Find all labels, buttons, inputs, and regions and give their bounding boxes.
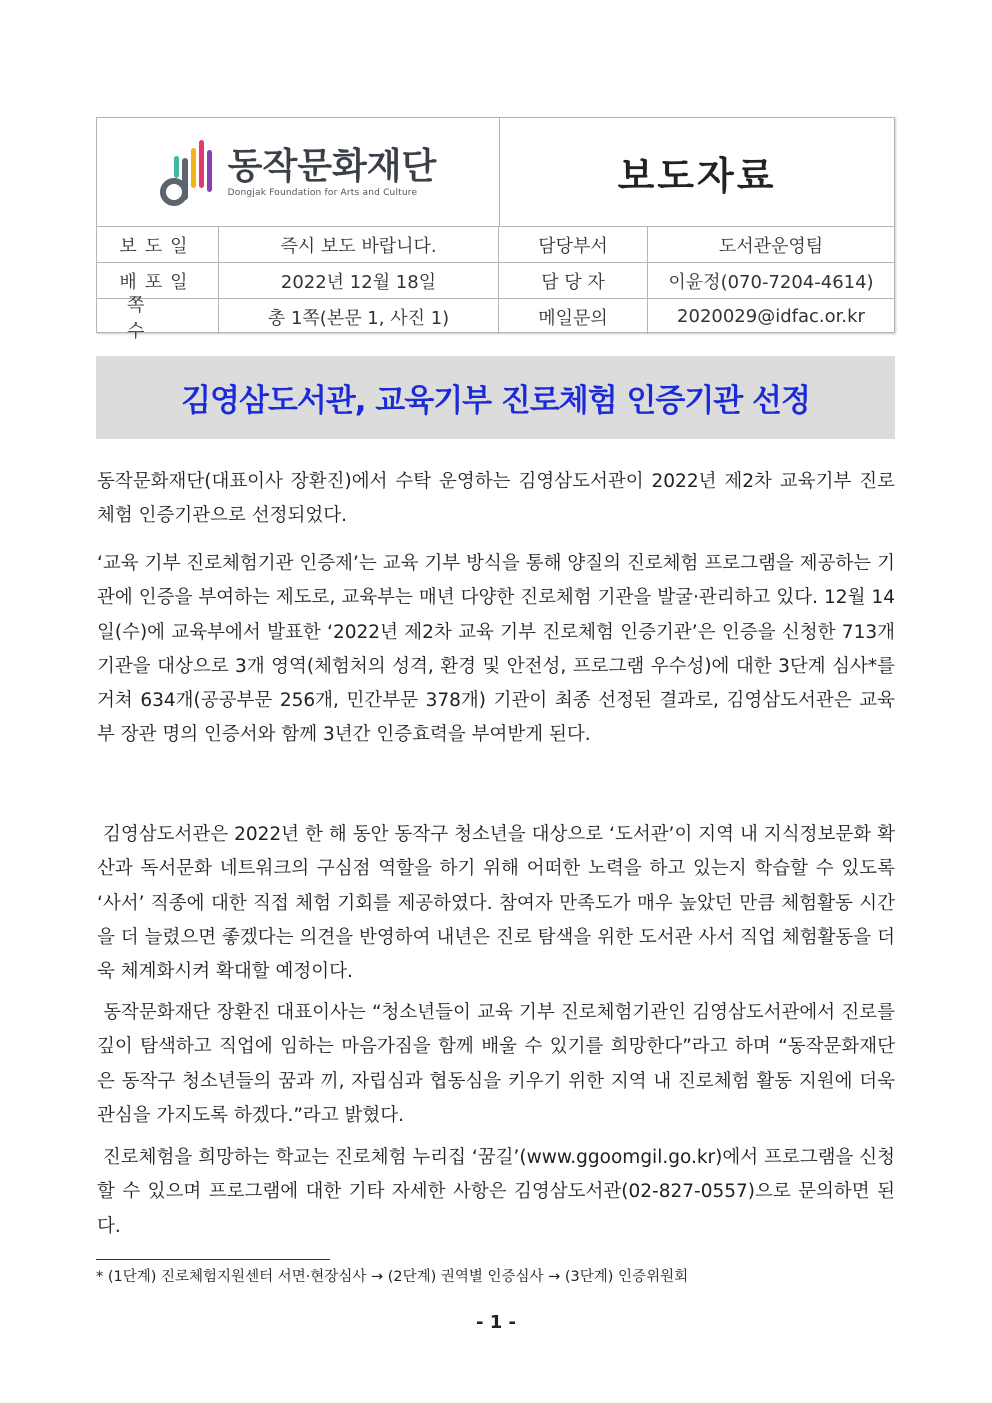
paragraph-text: 동작문화재단 장환진 대표이사는 “청소년들이 교육 기부 진로체험기관인 김영삼도서관에서 진로를 깊이 탐색하고 직업에 임하는 마음가짐을 함께 배울 수 있기를 희망한다”라고 하며 “동작문화재단은 동작구 청소년들의 꿈과 끼, 자립심과 협동심을 키우기 위한 지역 내 진로체험 활동 지원에 더욱 관심을 가지도록 하겠다.”라고 밝혔다. — [97, 1002, 901, 1126]
email-value[interactable]: 2020029@idfac.or.kr — [677, 306, 865, 327]
department-label: 담당부서 — [499, 227, 648, 262]
footnote: * (1단계) 진로체험지원센터 서면·현장심사 → (2단계) 권역별 인증심사 → (3단계) 인증위원회 — [96, 1269, 689, 1285]
email-label: 메일문의 — [499, 299, 648, 334]
info-row-pages — [97, 294, 894, 342]
pages-value: 총 1쪽(본문 1, 사진 1) — [219, 299, 499, 334]
release-date-label: 보도일 — [97, 227, 219, 262]
release-date-value: 즉시 보도 바랍니다. — [219, 227, 499, 262]
distribution-date-value: 2022년 12월 18일 — [219, 263, 499, 298]
logo-english-name: Dongjak Foundation for Arts and Culture — [227, 187, 418, 198]
foundation-logo — [160, 136, 437, 208]
body-paragraph-4 — [97, 996, 901, 1133]
info-row-release-date — [97, 227, 894, 263]
pages-label: 쪽 수 — [97, 299, 219, 334]
doc-type-title: 보도자료 — [617, 153, 777, 198]
foundation-logo-icon — [160, 136, 218, 208]
headline: 김영삼도서관, 교육기부 진로체험 인증기관 선정 — [181, 383, 810, 419]
paragraph-text: 동작문화재단(대표이사 장환진)에서 수탁 운영하는 김영삼도서관이 2022년 제2차 교육기부 진로체험 인증기관으로 선정되었다. — [97, 471, 895, 527]
paragraph-text: 진로체험을 희망하는 학교는 진로체험 누리집 ‘꿈길’(www.ggoomgil.go.kr)에서 프로그램을 신청할 수 있으며 프로그램에 대한 기타 자세한 사항은 김영삼도서관(02-827-0557)으로 문의하면 된다. — [97, 1147, 895, 1237]
doc-type-cell — [500, 118, 894, 226]
paragraph-text: 김영삼도서관은 2022년 한 해 동안 동작구 청소년을 대상으로 ‘도서관’이 지역 내 지식정보문화 확산과 독서문화 네트워크의 구심점 역할을 하기 위해 어떠한 노력을 하고 있는지 학습할 수 있도록 ‘사서’ 직종에 대한 직접 체험 기회를 제공하였다. 참여자 만족도가 매우 높았던 만큼 체험활동 시간을 더 늘렸으면 좋겠다는 의견을 반영하여 내년은 진로 탐색을 위한 도서관 사서 직업 체험활동을 더욱 체계화시켜 확대할 예정이다. — [97, 824, 901, 983]
paragraph-text: ‘교육 기부 진로체험기관 인증제’는 교육 기부 방식을 통해 양질의 진로체험 프로그램을 제공하는 기관에 인증을 부여하는 제도로, 교육부는 매년 다양한 진로체험 기관을 발굴·관리하고 있다. 12월 14일(수)에 교육부에서 발표한 ‘2022년 제2차 교육 기부 진로체험 인증기관’은 인증을 신청한 713개 기관을 대상으로 3개 영역(체험처의 성격, 환경 및 안전성, 프로그램 우수성)에 대한 3단계 심사*를 거쳐 634개(공공부문 256개, 민간부문 378개) 기관이 최종 선정된 결과로, 김영삼도서관은 교육부 장관 명의 인증서와 함께 3년간 인증효력을 부여받게 된다. — [97, 553, 895, 746]
body-paragraph-5 — [97, 1141, 895, 1244]
distribution-date-label: 배포일 — [97, 263, 219, 298]
contact-person-value: 이윤정(070-7204-4614) — [668, 271, 874, 293]
logo-cell — [97, 118, 500, 226]
contact-person-label: 담 당 자 — [499, 263, 648, 298]
page-number: - 1 - — [476, 1312, 516, 1333]
body-paragraph-1 — [97, 465, 895, 534]
department-value: 도서관운영팀 — [718, 235, 824, 257]
header-top-row — [97, 118, 894, 227]
logo-korean-name: 동작문화재단 — [227, 145, 437, 187]
body-paragraph-2 — [97, 547, 895, 753]
body-paragraph-3 — [97, 818, 901, 989]
headline-box — [96, 356, 895, 439]
press-release-header-table — [96, 117, 895, 342]
footnote-divider — [96, 1259, 330, 1260]
